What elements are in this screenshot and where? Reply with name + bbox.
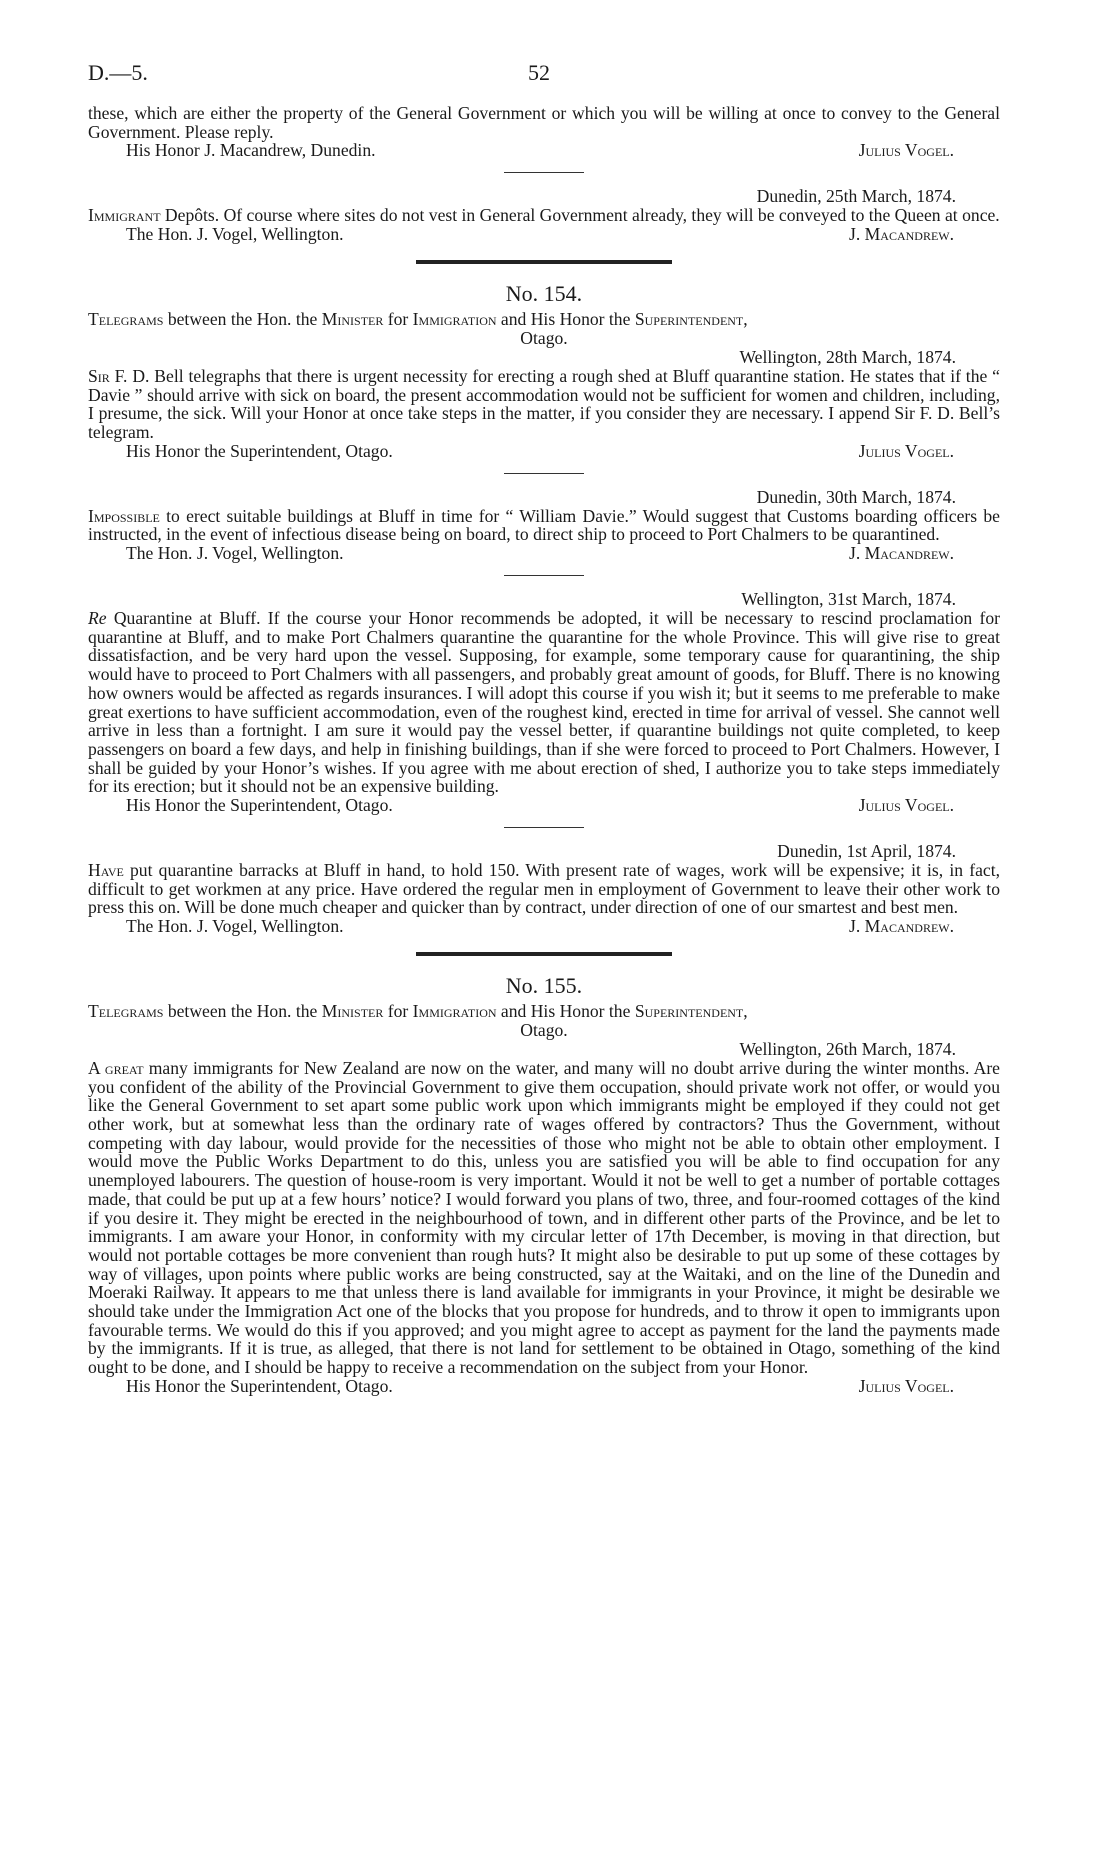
sender: J. Macandrew. (848, 543, 954, 564)
title-part: Immigration (412, 309, 497, 330)
title-part: for (383, 1001, 413, 1022)
short-divider (504, 575, 584, 576)
telegram-text: many immigrants for New Zealand are now on the water, and many will no doubt arrive during the winter months. Are you confident of the ability of the Provincial Government to give them occupation, should private work not offer, or would you like the General Government to set apart some public work upon which immigrants might be employed if they could not get other work, but at somewhat less than the ordinary rate of wages offered by contractors? Thus the Government, without competing with day labour, would provide for the necessities of those who might not be able to obtain other employment. I would move the Public Works Department to do this, unless you are satisfied you will be able to find occupation for any unemployed labourers. The question of house-room is very important. Would it not be well to get a number of portable cottages made, that could be put up at a few hours’ notice? I would forward you plans of two, three, and four-roomed cottages of the kind if you desire it. They might be erected in the neighbourhood of town, and in different other parts of the Province, and be let to immigrants. I am aware your Honor, in conformity with my circular letter of 17th December, is moving in that direction, but would not portable cottages be more convenient than rough huts? It might also be desirable to put up some of these cottages by way of villages, upon points where public works are being constructed, say at the Waitaki, and on the line of the Dunedin and Moeraki Railway. It appears to me that unless there is land available for immigrants in your Province, it might be desirable we should take under the Immigration Act one of the blocks that you propose for hundreds, and to throw it open to immigrants upon favourable terms. We would do this if you approved; and you might agree to accept as payment for the land the payments made by the immigrants. If it is true, as alleged, that there is not land for settlement to be obtained in Otago, something of the kind ought to be done, and I should be happy to receive a recommendation on the subject from your Honor. (88, 1057, 1000, 1378)
telegram-text: Depôts. Of course where sites do not vest in General Government already, they will be conveyed to the Queen at once. (160, 205, 1000, 226)
signature-line (88, 544, 1000, 563)
telegram-text: put quarantine barracks at Bluff in hand, to hold 150. With present rate of wages, work will be expensive; it is, in fact, difficult to get workmen at any price. Have ordered the regular men in employment of Government to leave their other work to press this on. Will be done much cheaper and quicker than by contract, under direction of one of our smartest and best men. (88, 860, 1000, 918)
page-number: 52 (528, 60, 550, 85)
section-divider (416, 260, 672, 264)
title-part: Telegrams (88, 1001, 164, 1022)
continued-paragraph: these, which are either the property of the General Government or which you will be willing at once to convey to the General Government. Please reply. (88, 103, 1000, 142)
title-part: Superintendent (634, 309, 744, 330)
section-number: No. 154. (505, 281, 583, 307)
sender: Julius Vogel. (858, 1375, 954, 1396)
sender: Julius Vogel. (858, 440, 954, 461)
telegram-text: to erect suitable buildings at Bluff in time for “ William Davie.” Would suggest that Customs boarding officers be instructed, in the event of infectious disease being on board, to direct ship to proceed to Port Chalmers to be quarantined. (88, 505, 1000, 545)
addressee: His Honor J. Macandrew, Dunedin. (126, 140, 376, 161)
addressee: The Hon. J. Vogel, Wellington. (126, 224, 344, 245)
dateline: Dunedin, 1st April, 1874. (777, 841, 956, 862)
title-part: , (743, 1001, 748, 1022)
lead-word: Re (88, 608, 107, 629)
title-part: Minister (321, 1001, 384, 1022)
title-part: between the Hon. the (163, 1001, 322, 1022)
title-part: , (743, 309, 748, 330)
addressee: His Honor the Superintendent, Otago. (126, 440, 393, 461)
section-place: Otago. (520, 327, 568, 348)
lead-word: Immigrant (88, 205, 161, 226)
signature-line (88, 1377, 1000, 1396)
sender: Julius Vogel. (858, 795, 954, 816)
title-part: between the Hon. the (163, 309, 322, 330)
title-part: for (383, 309, 413, 330)
title-part: and His Honor the (496, 309, 635, 330)
page-header (88, 60, 1000, 104)
short-divider (504, 172, 584, 173)
dateline: Wellington, 28th March, 1874. (739, 346, 956, 367)
telegram-body (88, 206, 1000, 225)
telegram-body (88, 609, 1000, 796)
short-divider (504, 827, 584, 828)
title-part: Telegrams (88, 309, 164, 330)
telegram-text: F. D. Bell telegraphs that there is urgent necessity for erecting a rough shed at Bluff quarantine station. He states that if the “ Davie ” should arrive with sick on board, the present accommodation would not be sufficient for women and children, including, I presume, the sick. Will your Honor at once take steps in the matter, if you consider they are necessary. I append Sir F. D. Bell’s telegram. (88, 365, 1000, 442)
lead-word: Impossible (88, 505, 160, 526)
signature-line (88, 442, 1000, 461)
lead-word: Sir (88, 365, 110, 386)
lead-word: Have (88, 860, 124, 881)
telegram-body (88, 861, 1000, 917)
dateline: Dunedin, 25th March, 1874. (756, 186, 956, 207)
section-number: No. 155. (505, 973, 583, 999)
section-divider (416, 952, 672, 956)
title-part: Superintendent (634, 1001, 744, 1022)
dateline: Wellington, 26th March, 1874. (739, 1038, 956, 1059)
section-title (88, 310, 1000, 329)
signature-line (88, 917, 1000, 936)
document-page (88, 60, 1000, 1396)
telegram-body (88, 1059, 1000, 1377)
title-part: Immigration (412, 1001, 497, 1022)
sender: J. Macandrew. (848, 916, 954, 937)
title-part: Minister (321, 309, 384, 330)
lead-word: A great (88, 1057, 144, 1078)
sender: J. Macandrew. (848, 224, 954, 245)
addressee: The Hon. J. Vogel, Wellington. (126, 916, 344, 937)
telegram-body (88, 507, 1000, 544)
document-id: D.—5. (88, 60, 148, 85)
signature-line (88, 225, 1000, 244)
short-divider (504, 473, 584, 474)
addressee: The Hon. J. Vogel, Wellington. (126, 543, 344, 564)
section-title (88, 1002, 1000, 1021)
dateline: Dunedin, 30th March, 1874. (756, 486, 956, 507)
signature-line (88, 141, 1000, 160)
dateline: Wellington, 31st March, 1874. (741, 589, 956, 610)
sender: Julius Vogel. (858, 140, 954, 161)
telegram-text: Quarantine at Bluff. If the course your Honor recommends be adopted, it will be necessary to rescind proclamation for quarantine at Bluff, and to make Port Chalmers quarantine the quarantine for the whole Province. This will give rise to great dissatisfaction, and be very hard upon the vessel. Supposing, for example, some temporary cause for quarantining, the ship would have to proceed to Port Chalmers with all passengers, and probably great amount of goods, for Bluff. There is no knowing how owners would be affected as regards insurances. I will adopt this course if you wish it; but it seems to me preferable to make great exertions to have sufficient accommodation, even of the roughest kind, erected in time for arrival of vessel. She cannot well arrive in less than a fortnight. I am sure it would pay the vessel better, if quarantine buildings not quite completed, to keep passengers on board a few days, and help in finishing buildings, than if she were forced to proceed to Port Chalmers. However, I shall be guided by your Honor’s wishes. If you agree with me about erection of shed, I authorize you to take steps immediately for its erection; but it should not be an expensive building. (88, 608, 1000, 797)
telegram-body (88, 367, 1000, 442)
addressee: His Honor the Superintendent, Otago. (126, 795, 393, 816)
addressee: His Honor the Superintendent, Otago. (126, 1375, 393, 1396)
title-part: and His Honor the (496, 1001, 635, 1022)
signature-line (88, 796, 1000, 815)
section-place: Otago. (520, 1019, 568, 1040)
